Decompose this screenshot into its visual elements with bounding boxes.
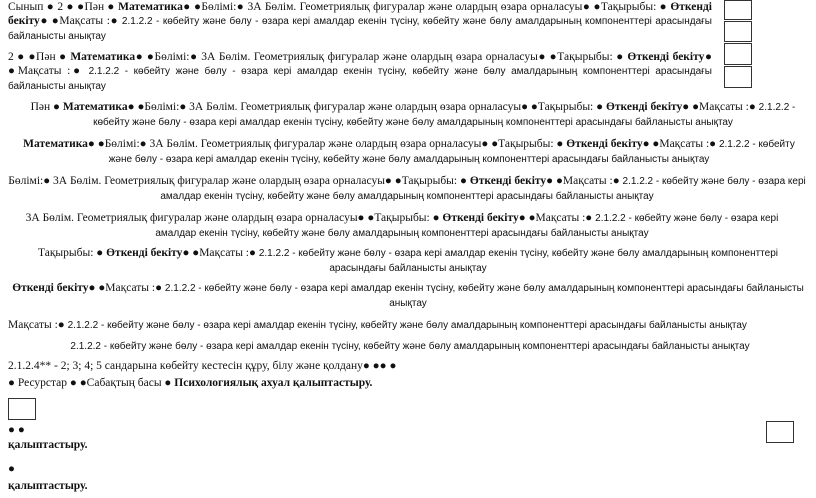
empty-box-6: [766, 421, 794, 443]
row8-objective: 2.1.2.2 - көбейту және бөлу - өзара кері амалдар екенін түсіну, көбейту және бөлу амалдарының компоненттері арасындағы байланысты анықтау: [164, 283, 804, 309]
row1-section: ● ●Бөлімі:● 3А Бөлім. Геометриялық фигуралар және олардың өзара орналасуы● ●Тақырыбы: ●: [182, 1, 671, 13]
row5-goal-label: ● ●Мақсаты :●: [546, 175, 623, 187]
row7-topic-label: Тақырыбы: ●: [38, 247, 107, 259]
lesson-row-10: [30, 339, 790, 354]
row2-goal-label: ● ●Мақсаты :●: [8, 51, 713, 77]
row3-prefix: Пән ●: [30, 101, 63, 113]
row4-subject: Математика: [23, 138, 88, 150]
row9-goal-label: Мақсаты :●: [8, 319, 68, 331]
row1-prefix: Сынып ● 2 ● ●Пән ●: [8, 1, 119, 13]
lesson-row-6: [4, 211, 800, 241]
lesson-row-9: [8, 318, 808, 333]
row7-goal-label: ● ●Мақсаты :●: [182, 247, 259, 259]
empty-box-4: [724, 66, 752, 88]
row4-section: ● ●Бөлімі:● 3А Бөлім. Геометриялық фигуралар және олардың өзара орналасуы● ●Тақырыбы: ●: [87, 138, 567, 150]
row4-objective: 2.1.2.2 - көбейту және бөлу - өзара кері амалдар екенін түсіну, көбейту және бөлу амалдарының компоненттері арасындағы байланысты анықтау: [108, 139, 795, 165]
row7-objective: 2.1.2.2 - көбейту және бөлу - өзара кері амалдар екенін түсіну, көбейту және бөлу амалдарының компоненттері арасындағы байланысты анықтау: [258, 248, 778, 274]
row2-prefix: 2 ● ●Пән ●: [8, 51, 71, 63]
row2-topic: Өткенді бекіту: [627, 51, 705, 63]
row1-objective: 2.1.2.2 - көбейту және бөлу - өзара кері амалдар екенін түсіну, көбейту және бөлу амалдарының компоненттері арасындағы байланысты анықтау: [8, 16, 712, 42]
lesson-row-1: [8, 0, 712, 44]
row12-bold: Психологиялық ахуал қалыптастыру.: [174, 377, 373, 389]
row4-goal-label: ● ●Мақсаты :●: [642, 138, 719, 150]
row11-text: 2.1.2.4** - 2; 3; 4; 5 сандарына көбейту кестесін құру, білу және қолдану● ●● ●: [8, 360, 397, 372]
row3-subject: Математика: [62, 101, 128, 113]
lesson-row-5: [4, 174, 810, 204]
row5-topic: Өткенді бекіту: [469, 175, 547, 187]
bullets-line-1: [8, 423, 308, 452]
objective-2-1-2-4: [8, 359, 608, 373]
empty-box-1: [724, 0, 752, 20]
empty-box-5: [8, 398, 36, 420]
row8-goal-label: ● ●Мақсаты :●: [88, 282, 165, 294]
row6-section: 3А Бөлім. Геометриялық фигуралар және олардың өзара орналасуы● ●Тақырыбы: ●: [25, 212, 443, 224]
resources-line: [8, 376, 608, 390]
row1-subject: Математика: [118, 1, 183, 13]
lesson-row-3: [14, 100, 812, 130]
row2-section: ● ●Бөлімі:● 3А Бөлім. Геометриялық фигуралар және олардың өзара орналасуы● ●Тақырыбы: ●: [135, 51, 628, 63]
empty-box-3: [724, 43, 752, 65]
row2-objective: 2.1.2.2 - көбейту және бөлу - өзара кері амалдар екенін түсіну, көбейту және бөлу амалдарының компоненттері арасындағы байланысты анықтау: [8, 66, 712, 92]
row6-objective: 2.1.2.2 - көбейту және бөлу - өзара кері амалдар екенін түсіну, көбейту және бөлу амалдарының компоненттері арасындағы байланысты анықтау: [155, 213, 779, 239]
row3-topic: Өткенді бекіту: [605, 101, 683, 113]
lesson-row-7: [10, 246, 806, 276]
row1-goal-label: ● ●Мақсаты :●: [39, 15, 122, 27]
empty-box-2: [724, 21, 752, 42]
row3-goal-label: ● ●Мақсаты :●: [682, 101, 759, 113]
row2-subject: Математика: [70, 51, 136, 63]
row3-section: ● ●Бөлімі:● 3А Бөлім. Геометриялық фигуралар және олардың өзара орналасуы● ●Тақырыбы: ●: [127, 101, 606, 113]
row14-bullets: ●: [8, 463, 15, 475]
row8-topic: Өткенді бекіту: [12, 282, 89, 294]
row6-topic: Өткенді бекіту: [442, 212, 519, 224]
row1-topic: Өткенді бекіту: [8, 1, 712, 27]
row12-prefix: ● Ресурстар ● ●Сабақтың басы ●: [8, 377, 175, 389]
row7-topic: Өткенді бекіту: [106, 247, 183, 259]
bullets-line-2: [8, 462, 308, 493]
row4-topic: Өткенді бекіту: [566, 138, 643, 150]
row5-objective: 2.1.2.2 - көбейту және бөлу - өзара кері амалдар екенін түсіну, көбейту және бөлу амалдарының компоненттері арасындағы байланысты анықтау: [160, 176, 806, 202]
row9-objective: 2.1.2.2 - көбейту және бөлу - өзара кері амалдар екенін түсіну, көбейту және бөлу амалдарының компоненттері арасындағы байланысты анықтау: [67, 320, 747, 331]
lesson-row-8: [10, 281, 806, 311]
lesson-row-2: [8, 50, 712, 94]
lesson-row-4: [14, 137, 804, 167]
row6-goal-label: ● ●Мақсаты :●: [518, 212, 596, 224]
row13-bold: қалыптастыру.: [8, 439, 88, 451]
row3-objective: 2.1.2.2 - көбейту және бөлу - өзара кері амалдар екенін түсіну, көбейту және бөлу амалдарының компоненттері арасындағы байланысты анықтау: [93, 102, 796, 128]
row14-bold: қалыптастыру.: [8, 480, 88, 492]
row5-section: Бөлімі:● 3А Бөлім. Геометриялық фигуралар және олардың өзара орналасуы● ●Тақырыбы: ●: [8, 175, 470, 187]
row10-objective: 2.1.2.2 - көбейту және бөлу - өзара кері амалдар екенін түсіну, көбейту және бөлу амалдарының компоненттері арасындағы байланысты анықтау: [70, 341, 750, 352]
row13-bullets: ● ●: [8, 424, 25, 436]
